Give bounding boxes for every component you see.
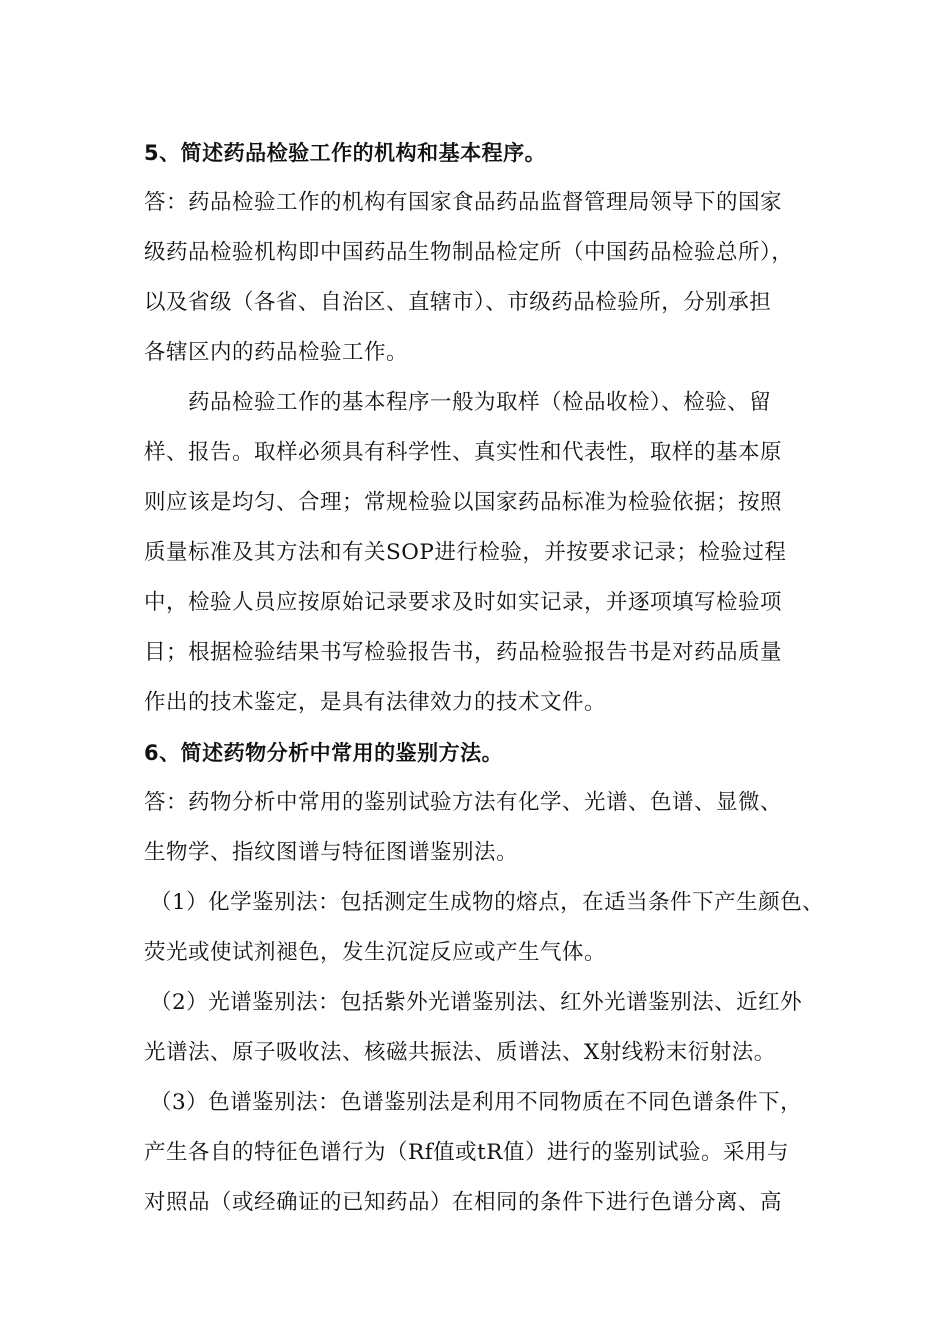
- answer-line: 答：药物分析中常用的鉴别试验方法有化学、光谱、色谱、显微、: [144, 790, 783, 815]
- paragraph-line: 目；根据检验结果书写检验报告书，药品检验报告书是对药品质量: [144, 640, 783, 665]
- paragraph-line: 作出的技术鉴定，是具有法律效力的技术文件。: [144, 690, 607, 715]
- answer-line: 生物学、指纹图谱与特征图谱鉴别法。: [144, 840, 519, 865]
- item-3-line: 对照品（或经确证的已知药品）在相同的条件下进行色谱分离、高: [144, 1190, 783, 1215]
- item-3-line: 产生各自的特征色谱行为（Rf值或tR值）进行的鉴别试验。采用与: [144, 1140, 789, 1165]
- item-2-line: 光谱法、原子吸收法、核磁共振法、质谱法、X射线粉末衍射法。: [144, 1040, 776, 1065]
- item-2-line: （2）光谱鉴别法：包括紫外光谱鉴别法、红外光谱鉴别法、近红外: [150, 990, 803, 1015]
- question-6-title: 6、简述药物分析中常用的鉴别方法。: [144, 741, 504, 765]
- answer-line: 以及省级（各省、自治区、直辖市）、市级药品检验所，分别承担: [144, 290, 772, 315]
- paragraph-line: 中，检验人员应按原始记录要求及时如实记录，并逐项填写检验项: [144, 590, 783, 615]
- item-1-line: 荧光或使试剂褪色，发生沉淀反应或产生气体。: [144, 940, 607, 965]
- answer-line: 级药品检验机构即中国药品生物制品检定所（中国药品检验总所），: [144, 240, 794, 265]
- item-1-line: （1）化学鉴别法：包括测定生成物的熔点，在适当条件下产生颜色、: [150, 890, 825, 915]
- paragraph-line: 则应该是均匀、合理；常规检验以国家药品标准为检验依据；按照: [144, 490, 783, 515]
- paragraph-line: 药品检验工作的基本程序一般为取样（检品收检）、检验、留: [188, 390, 772, 415]
- paragraph-line: 质量标准及其方法和有关SOP进行检验，并按要求记录；检验过程: [144, 540, 787, 565]
- answer-line: 各辖区内的药品检验工作。: [144, 340, 409, 365]
- paragraph-line: 样、报告。取样必须具有科学性、真实性和代表性，取样的基本原: [144, 440, 783, 465]
- answer-line: 答：药品检验工作的机构有国家食品药品监督管理局领导下的国家: [144, 190, 783, 215]
- item-3-line: （3）色谱鉴别法：色谱鉴别法是利用不同物质在不同色谱条件下，: [150, 1090, 803, 1115]
- question-5-title: 5、简述药品检验工作的机构和基本程序。: [144, 141, 547, 165]
